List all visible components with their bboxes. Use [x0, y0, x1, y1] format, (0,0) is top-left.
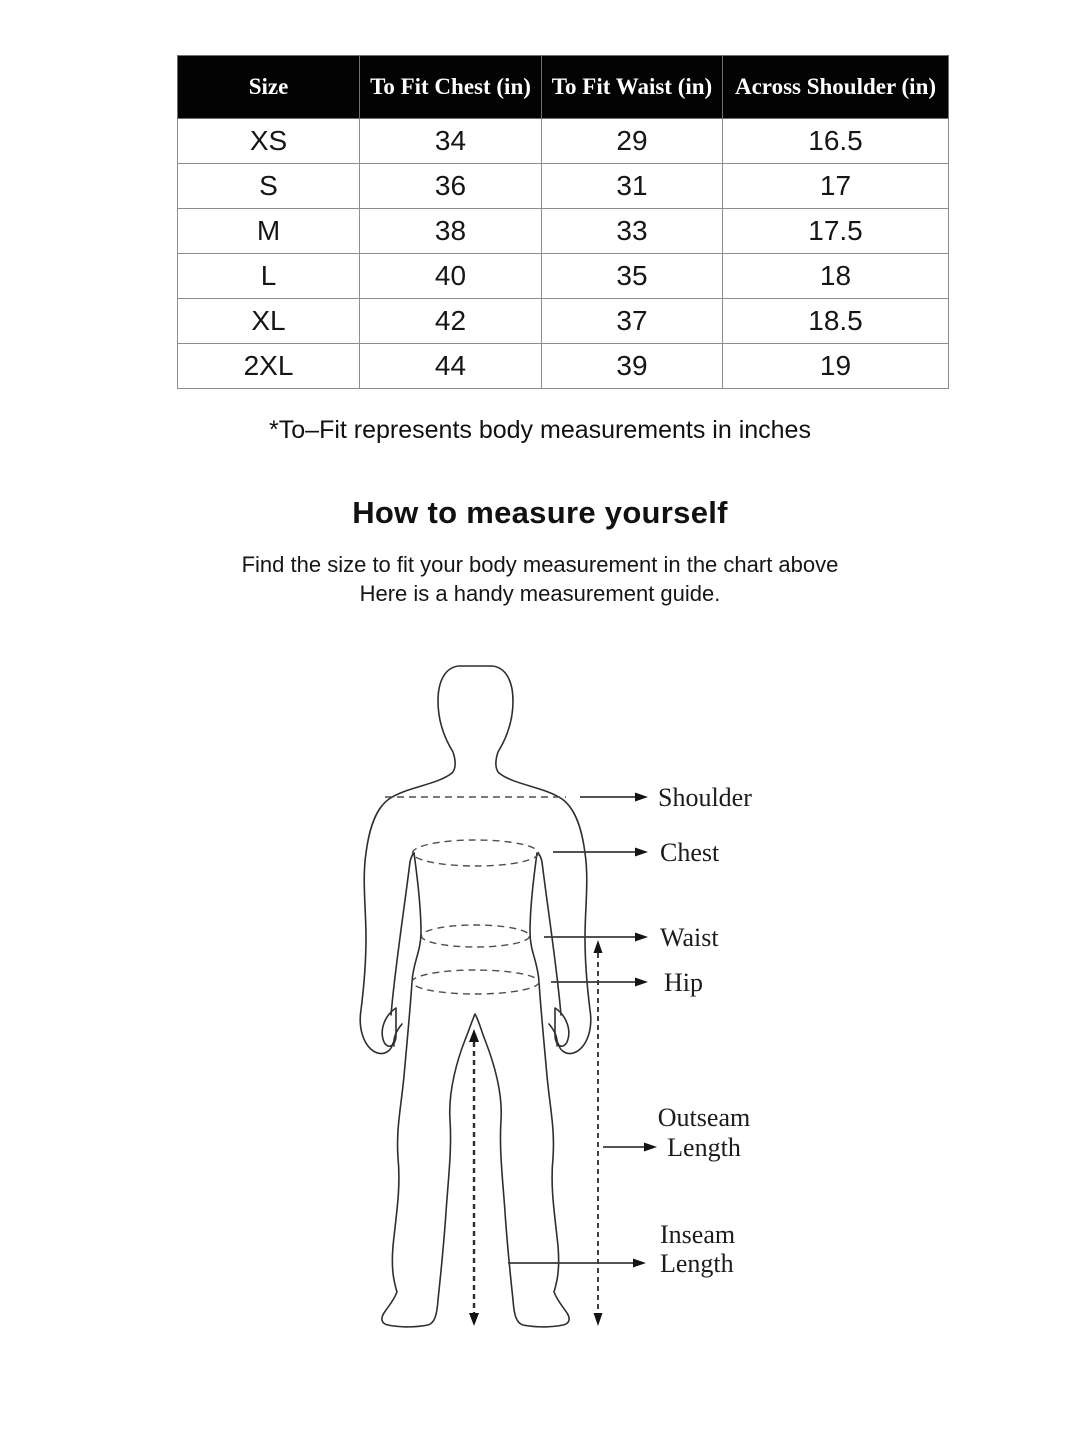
size-table — [177, 55, 949, 389]
shoulder-arrow — [580, 793, 648, 802]
cell-size: M — [178, 209, 360, 254]
inseam-arrowhead-up — [469, 1029, 479, 1042]
chest-label: Chest — [660, 838, 720, 867]
cell-chest: 40 — [360, 254, 542, 299]
cell-size: S — [178, 164, 360, 209]
cell-shoulder: 19 — [723, 344, 949, 389]
diagram-labels — [658, 783, 752, 1278]
cell-size: L — [178, 254, 360, 299]
inseam-arrowhead-down — [469, 1313, 479, 1326]
table-row-xs — [178, 119, 949, 164]
header-chest: To Fit Chest (in) — [360, 56, 542, 119]
guide-intro-line1: Find the size to fit your body measurement in the chart above — [241, 552, 839, 577]
header-size: Size — [178, 56, 360, 119]
header-waist: To Fit Waist (in) — [542, 56, 723, 119]
cell-waist: 35 — [542, 254, 723, 299]
table-row-m — [178, 209, 949, 254]
outseam-arrowhead-down — [594, 1313, 603, 1326]
cell-shoulder: 16.5 — [723, 119, 949, 164]
cell-shoulder: 18 — [723, 254, 949, 299]
label-arrows — [508, 793, 657, 1268]
cell-chest: 34 — [360, 119, 542, 164]
table-footnote: *To–Fit represents body measurements in inches — [269, 416, 811, 444]
outseam-arrow — [603, 1143, 657, 1152]
cell-size: XS — [178, 119, 360, 164]
cell-chest: 44 — [360, 344, 542, 389]
cell-waist: 29 — [542, 119, 723, 164]
waist-arrow — [544, 933, 648, 942]
inseam-label-line2: Length — [660, 1249, 734, 1278]
cell-waist: 31 — [542, 164, 723, 209]
chest-arrow — [553, 848, 648, 857]
outseam-label-line2: Length — [667, 1133, 741, 1162]
body-figure — [360, 666, 591, 1327]
shoulder-label: Shoulder — [658, 783, 752, 812]
inner-arm-left — [391, 853, 414, 1015]
cell-shoulder: 18.5 — [723, 299, 949, 344]
cell-shoulder: 17.5 — [723, 209, 949, 254]
cell-shoulder: 17 — [723, 164, 949, 209]
cell-chest: 36 — [360, 164, 542, 209]
inseam-arrow — [508, 1259, 646, 1268]
measurement-diagram — [330, 645, 990, 1345]
cell-size: 2XL — [178, 344, 360, 389]
table-row-2xl — [178, 344, 949, 389]
header-shoulder: Across Shoulder (in) — [723, 56, 949, 119]
size-table-header-row — [178, 56, 949, 119]
guide-intro-line2: Here is a handy measurement guide. — [359, 581, 721, 606]
body-outline-upper — [360, 666, 591, 1054]
torso-and-legs-outline — [382, 853, 569, 1327]
guide-title: How to measure yourself — [352, 495, 728, 530]
guide-intro — [0, 550, 1080, 608]
cell-chest: 38 — [360, 209, 542, 254]
cell-chest: 42 — [360, 299, 542, 344]
outseam-arrowhead-up — [594, 940, 603, 953]
inseam-label-line1: Inseam — [660, 1220, 736, 1249]
cell-size: XL — [178, 299, 360, 344]
hip-dashed-ellipse — [412, 970, 539, 994]
cell-waist: 37 — [542, 299, 723, 344]
chest-dashed-ellipse — [413, 840, 539, 866]
table-row-l — [178, 254, 949, 299]
cell-waist: 33 — [542, 209, 723, 254]
waist-label: Waist — [660, 923, 719, 952]
cell-waist: 39 — [542, 344, 723, 389]
hip-arrow — [551, 978, 648, 987]
outseam-label-line1: Outseam — [657, 1103, 751, 1132]
waist-dashed-ellipse — [422, 925, 530, 947]
table-row-s — [178, 164, 949, 209]
hip-label: Hip — [664, 968, 703, 997]
size-table-section — [177, 55, 949, 389]
inner-arm-right — [538, 853, 561, 1015]
table-row-xl — [178, 299, 949, 344]
